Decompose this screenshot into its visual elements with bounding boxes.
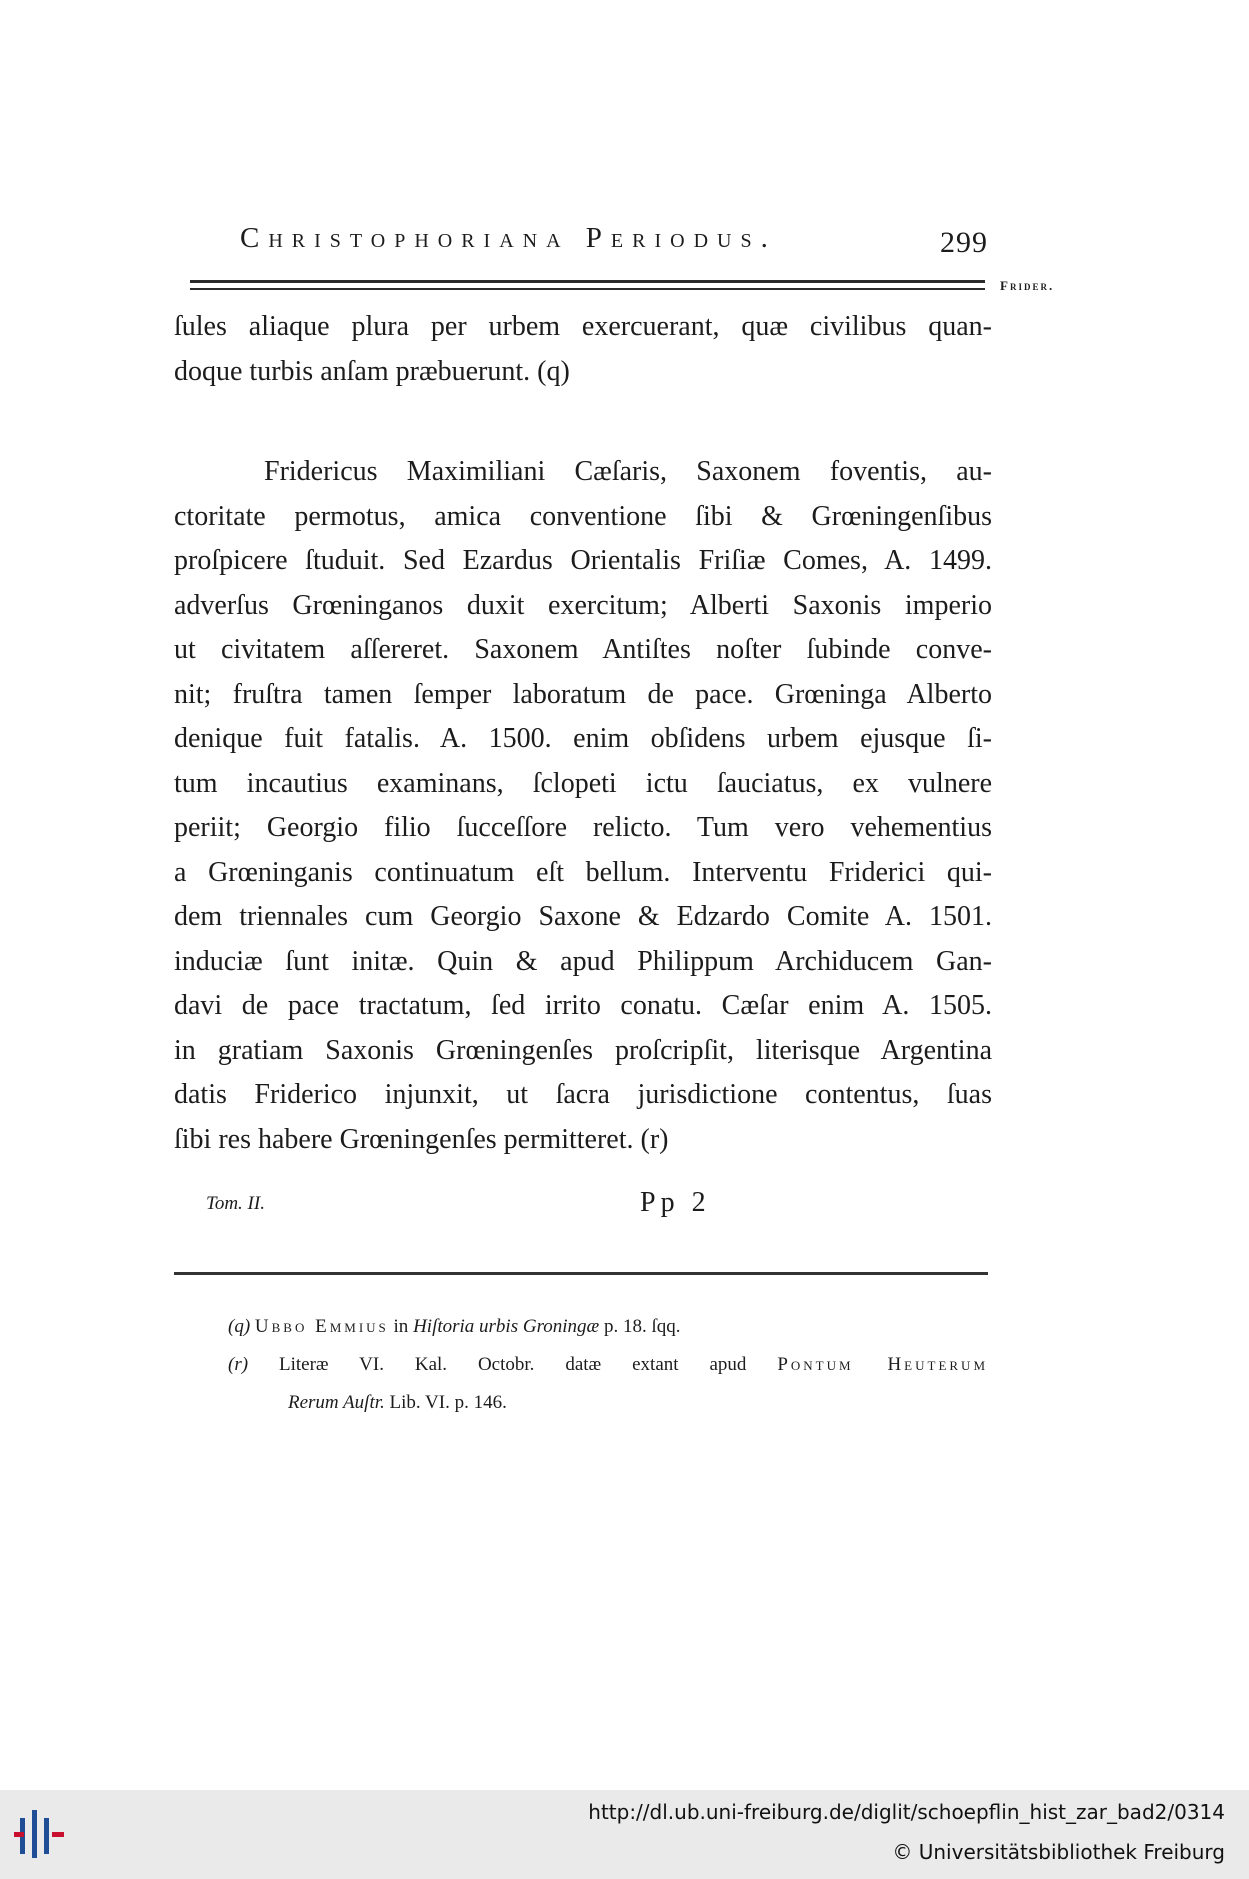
footnote-author: Ubbo Emmius bbox=[254, 1316, 389, 1337]
signature-row bbox=[0, 1187, 1249, 1227]
volume-mark: Tom. II. bbox=[206, 1193, 265, 1214]
text-line: in gratiam Saxonis Grœningenſes proſcripſit, literisque Argentina bbox=[174, 1034, 992, 1066]
footer-bar bbox=[0, 1790, 1249, 1879]
text-line: a Grœninganis continuatum eſt bellum. Interventu Friderici qui- bbox=[174, 856, 992, 888]
ub-freiburg-logo-icon[interactable] bbox=[14, 1804, 74, 1864]
footnote-ref: p. 18. ſqq. bbox=[603, 1316, 681, 1337]
text-line: datis Friderico injunxit, ut ſacra jurisdictione contentus, ſuas bbox=[174, 1079, 992, 1110]
footnote-marker: (r) bbox=[228, 1354, 249, 1375]
footnote-work: Rerum Auſtr. bbox=[288, 1392, 385, 1413]
text-line: tum incautius examinans, ſclopeti ictu ſauciatus, ex vulnere bbox=[174, 767, 992, 799]
text-line: periit; Georgio filio ſucceſſore relicto. Tum vero vehementius bbox=[174, 812, 992, 843]
signature-mark: Pp 2 bbox=[640, 1187, 711, 1218]
footnote-ref: Lib. VI. p. 146. bbox=[389, 1392, 507, 1413]
footnote-author: Pontum Heuterum bbox=[777, 1354, 989, 1375]
page-number: 299 bbox=[940, 226, 988, 259]
footnote-rule bbox=[174, 1272, 988, 1275]
footnotes bbox=[228, 1308, 988, 1422]
text-line: Fridericus Maximiliani Cæſaris, Saxonem foventis, au- bbox=[264, 456, 992, 487]
footnote-r bbox=[228, 1346, 988, 1384]
text-line: ctoritate permotus, amica conventione ſibi & Grœningenſibus bbox=[174, 500, 992, 532]
text-line: ſibi res habere Grœningenſes permitteret. (r) bbox=[174, 1123, 669, 1155]
paragraph-gap bbox=[174, 394, 992, 450]
header-rule bbox=[190, 280, 985, 290]
text-line: ſules aliaque plura per urbem exercuerant, quæ civilibus quan- bbox=[174, 311, 992, 342]
text-line: davi de pace tractatum, ſed irrito conatu. Cæſar enim A. 1505. bbox=[174, 990, 992, 1021]
footnote-work: Hiſtoria urbis Groningæ bbox=[413, 1316, 600, 1337]
text-line: denique fuit fatalis. A. 1500. enim obſidens urbem ejusque ſi- bbox=[174, 723, 992, 754]
footnote-marker: (q) bbox=[228, 1316, 251, 1337]
running-title: Christophoriana Periodus. bbox=[240, 222, 777, 254]
footnote-r-continued bbox=[228, 1384, 988, 1422]
footnote-connector: in bbox=[393, 1316, 409, 1337]
text-line: ut civitatem aſſereret. Saxonem Antiſtes noſter ſubinde conve- bbox=[174, 634, 992, 665]
text-line: adverſus Grœninganos duxit exercitum; Alberti Saxonis imperio bbox=[174, 589, 992, 621]
footnote-text: Literæ VI. Kal. Octobr. datæ extant apud bbox=[278, 1354, 747, 1375]
footnote-q bbox=[228, 1308, 988, 1346]
text-line: nit; fruſtra tamen ſemper laboratum de pace. Grœninga Alberto bbox=[174, 678, 992, 710]
main-text bbox=[174, 305, 992, 1162]
source-url-link[interactable]: http://dl.ub.uni-freiburg.de/diglit/schoepflin_hist_zar_bad2/0314 bbox=[588, 1800, 1225, 1824]
text-line: doque turbis anſam præbuerunt. (q) bbox=[174, 355, 570, 387]
text-line: proſpicere ſtuduit. Sed Ezardus Orientalis Friſiæ Comes, A. 1499. bbox=[174, 545, 992, 576]
side-note: Frider. bbox=[1000, 278, 1055, 293]
text-line: induciæ ſunt initæ. Quin & apud Philippum Archiducem Gan- bbox=[174, 945, 992, 977]
copyright-notice: © Universitätsbibliothek Freiburg bbox=[892, 1840, 1225, 1864]
text-line: dem triennales cum Georgio Saxone & Edzardo Comite A. 1501. bbox=[174, 901, 992, 932]
